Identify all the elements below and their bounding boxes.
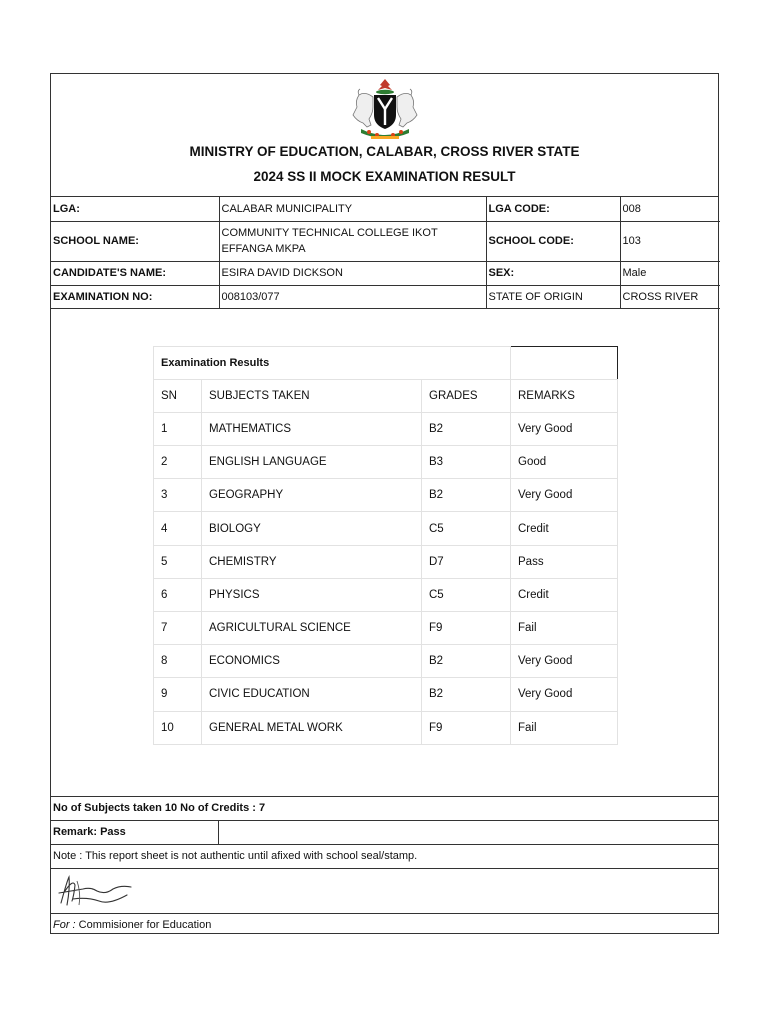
sn-cell: 5 (154, 545, 202, 578)
school-code-label: SCHOOL CODE: (486, 221, 620, 261)
sex-value: Male (620, 261, 720, 285)
result-sheet (50, 73, 719, 934)
lga-label: LGA: (51, 197, 219, 221)
table-row (154, 678, 618, 711)
page-subtitle: 2024 SS II MOCK EXAMINATION RESULT (253, 169, 516, 184)
results-corner-cell (511, 346, 618, 379)
info-row (51, 221, 720, 261)
remark-cell: Very Good (511, 645, 618, 678)
signature-icon (53, 871, 135, 911)
table-row (154, 412, 618, 445)
info-row (51, 285, 720, 308)
column-header-sn: SN (154, 379, 202, 412)
results-caption-row (154, 346, 618, 379)
sn-cell: 9 (154, 678, 202, 711)
results-caption: Examination Results (154, 346, 511, 379)
results-header-row (154, 379, 618, 412)
subject-cell: AGRICULTURAL SCIENCE (202, 612, 422, 645)
authenticity-note: Note : This report sheet is not authentic until afixed with school seal/stamp. (53, 850, 418, 862)
sn-cell: 3 (154, 479, 202, 512)
subject-cell: GEOGRAPHY (202, 479, 422, 512)
exam-no-label: EXAMINATION NO: (51, 285, 219, 308)
for-row (51, 914, 718, 937)
candidate-info-table (51, 197, 720, 309)
table-row (154, 545, 618, 578)
grade-cell: B2 (422, 479, 511, 512)
grade-cell: C5 (422, 578, 511, 611)
subject-cell: CHEMISTRY (202, 545, 422, 578)
results-area (51, 309, 718, 797)
sn-cell: 1 (154, 412, 202, 445)
column-header-grade: GRADES (422, 379, 511, 412)
subject-cell: GENERAL METAL WORK (202, 711, 422, 744)
subject-cell: CIVIC EDUCATION (202, 678, 422, 711)
sn-cell: 6 (154, 578, 202, 611)
remark-cell: Good (511, 446, 618, 479)
commissioner-label: Commisioner for Education (75, 919, 212, 931)
sheet-header (51, 74, 718, 197)
exam-no-value: 008103/077 (219, 285, 486, 308)
table-row (154, 612, 618, 645)
sex-label: SEX: (486, 261, 620, 285)
grade-cell: B2 (422, 645, 511, 678)
results-table (153, 346, 618, 745)
subject-cell: ECONOMICS (202, 645, 422, 678)
remark-cell: Fail (511, 612, 618, 645)
info-row (51, 197, 720, 221)
subjects-credits-summary: No of Subjects taken 10 No of Credits : 7 (53, 802, 266, 814)
grade-cell: B2 (422, 678, 511, 711)
remark-cell: Very Good (511, 412, 618, 445)
sn-cell: 10 (154, 711, 202, 744)
table-row (154, 645, 618, 678)
grade-cell: B3 (422, 446, 511, 479)
school-name-value: COMMUNITY TECHNICAL COLLEGE IKOT EFFANGA MKPA (219, 221, 486, 261)
sn-cell: 7 (154, 612, 202, 645)
lga-value: CALABAR MUNICIPALITY (219, 197, 486, 221)
column-header-subject: SUBJECTS TAKEN (202, 379, 422, 412)
signature-row (51, 869, 718, 914)
remark-cell: Very Good (511, 479, 618, 512)
remark-cell: Credit (511, 512, 618, 545)
column-header-remark: REMARKS (511, 379, 618, 412)
for-label: For : (53, 919, 76, 931)
grade-cell: B2 (422, 412, 511, 445)
nigeria-coat-of-arms-icon (347, 77, 423, 141)
grade-cell: D7 (422, 545, 511, 578)
state-of-origin-label: STATE OF ORIGIN (486, 285, 620, 308)
sn-cell: 8 (154, 645, 202, 678)
lga-code-value: 008 (620, 197, 720, 221)
table-row (154, 512, 618, 545)
sn-cell: 4 (154, 512, 202, 545)
remark-cell: Credit (511, 578, 618, 611)
school-name-label: SCHOOL NAME: (51, 221, 219, 261)
candidate-name-label: CANDIDATE'S NAME: (51, 261, 219, 285)
state-of-origin-value: CROSS RIVER (620, 285, 720, 308)
table-row (154, 446, 618, 479)
subjects-credits-row (51, 797, 718, 821)
remark-cell: Very Good (511, 678, 618, 711)
subject-cell: ENGLISH LANGUAGE (202, 446, 422, 479)
subject-cell: MATHEMATICS (202, 412, 422, 445)
sn-cell: 2 (154, 446, 202, 479)
remark-row (51, 821, 718, 845)
table-row (154, 479, 618, 512)
table-row (154, 578, 618, 611)
remark-cell: Fail (511, 711, 618, 744)
grade-cell: F9 (422, 711, 511, 744)
overall-remark: Remark: Pass (51, 821, 219, 844)
page-title: MINISTRY OF EDUCATION, CALABAR, CROSS RIVER STATE (189, 144, 580, 159)
subject-cell: BIOLOGY (202, 512, 422, 545)
table-row (154, 711, 618, 744)
info-row (51, 261, 720, 285)
school-code-value: 103 (620, 221, 720, 261)
note-row (51, 845, 718, 869)
grade-cell: F9 (422, 612, 511, 645)
subject-cell: PHYSICS (202, 578, 422, 611)
lga-code-label: LGA CODE: (486, 197, 620, 221)
candidate-name-value: ESIRA DAVID DICKSON (219, 261, 486, 285)
remark-cell: Pass (511, 545, 618, 578)
grade-cell: C5 (422, 512, 511, 545)
